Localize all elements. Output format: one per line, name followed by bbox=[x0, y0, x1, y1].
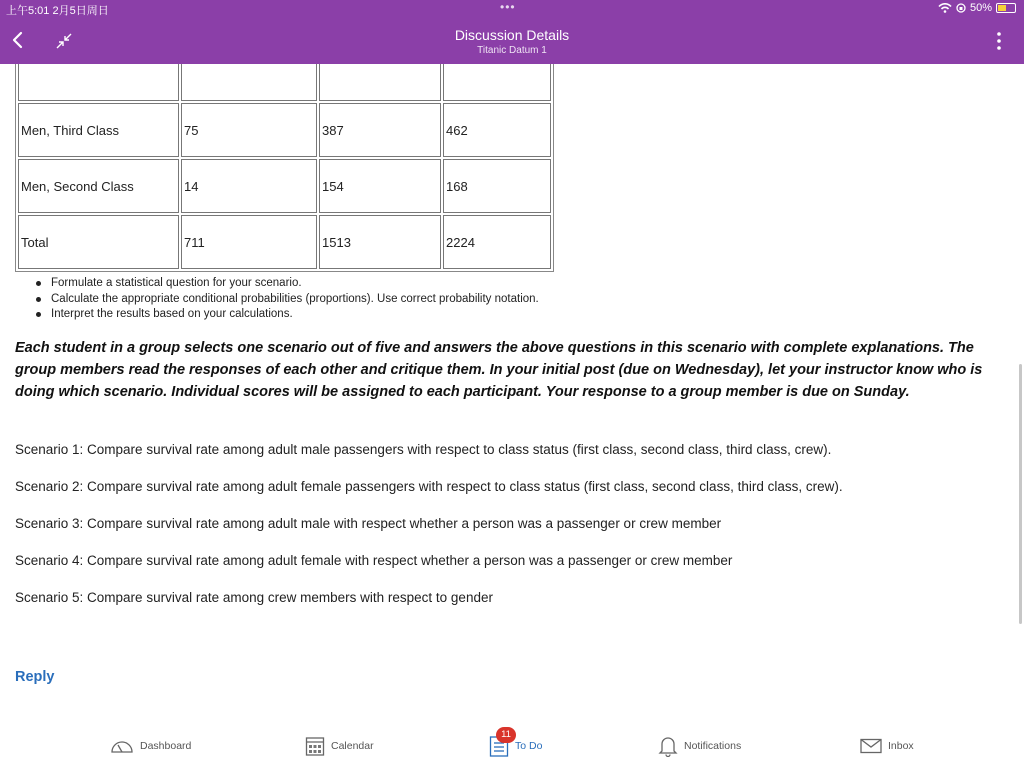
table-cell bbox=[181, 64, 317, 101]
tab-dashboard[interactable] bbox=[110, 734, 191, 758]
question-list bbox=[36, 276, 539, 323]
todo-count-badge: 11 bbox=[496, 727, 516, 743]
scenario-5: Scenario 5: Compare survival rate among crew members with respect to gender bbox=[15, 590, 493, 605]
scrollbar[interactable] bbox=[1019, 364, 1022, 624]
battery-fill bbox=[998, 5, 1006, 11]
table-cell: 2224 bbox=[443, 215, 551, 269]
reply-button[interactable]: Reply bbox=[15, 669, 55, 685]
table-cell: Men, Third Class bbox=[18, 103, 179, 157]
wifi-icon bbox=[938, 3, 952, 13]
table-cell: 168 bbox=[443, 159, 551, 213]
tab-notifications[interactable] bbox=[658, 734, 741, 758]
multitasking-dots[interactable]: ••• bbox=[500, 0, 516, 14]
table-cell: Men, Second Class bbox=[18, 159, 179, 213]
discussion-content[interactable] bbox=[0, 64, 1024, 724]
bell-icon bbox=[658, 735, 678, 757]
page-subtitle: Titanic Datum 1 bbox=[477, 45, 547, 56]
table-cell bbox=[319, 64, 441, 101]
table-cell: 711 bbox=[181, 215, 317, 269]
tab-label: Calendar bbox=[331, 740, 374, 752]
battery-icon bbox=[996, 3, 1016, 13]
scenario-2: Scenario 2: Compare survival rate among adult female passengers with respect to class status (first class, second class, third class, crew). bbox=[15, 479, 843, 494]
table-row bbox=[18, 64, 551, 101]
table-row bbox=[18, 215, 551, 269]
top-bar bbox=[0, 0, 1024, 64]
scenario-3: Scenario 3: Compare survival rate among adult male with respect whether a person was a passenger or crew member bbox=[15, 516, 722, 531]
list-item: Calculate the appropriate conditional probabilities (proportions). Use correct probability notation. bbox=[36, 292, 539, 308]
assignment-instructions: Each student in a group selects one scenario out of five and answers the above questions in this scenario with complete explanations. The group members read the responses of each other and critique them. In your initial post (due on Wednesday), let your instructor know who is doing which scenario. Individual scores will be assigned to each participant. Your response to a group member is due on Sunday. bbox=[15, 340, 983, 400]
status-time: 上午5:01 2月5日周日 bbox=[6, 5, 109, 17]
tab-todo[interactable] bbox=[489, 729, 543, 758]
scenario-4: Scenario 4: Compare survival rate among adult female with respect whether a person was a passenger or crew member bbox=[15, 553, 733, 568]
dashboard-icon bbox=[110, 738, 134, 754]
tab-inbox[interactable] bbox=[860, 734, 914, 758]
tab-label: Dashboard bbox=[140, 740, 192, 752]
scenario-1: Scenario 1: Compare survival rate among adult male passengers with respect to class status (first class, second class, third class, crew). bbox=[15, 442, 832, 457]
status-indicators bbox=[938, 2, 1016, 14]
table-row bbox=[18, 103, 551, 157]
table-cell: Total bbox=[18, 215, 179, 269]
table-cell: 75 bbox=[181, 103, 317, 157]
table-cell bbox=[18, 64, 179, 101]
battery-percent: 50% bbox=[969, 2, 992, 14]
calendar-icon bbox=[305, 735, 325, 757]
titanic-data-table bbox=[15, 64, 554, 272]
page-title: Discussion Details bbox=[454, 27, 570, 43]
more-vertical-icon[interactable] bbox=[996, 31, 1002, 51]
tab-label: Notifications bbox=[684, 740, 742, 752]
table-row bbox=[18, 159, 551, 213]
list-item: Interpret the results based on your calculations. bbox=[36, 307, 539, 323]
tab-label: Inbox bbox=[888, 740, 914, 752]
table-cell: 1513 bbox=[319, 215, 441, 269]
table-cell bbox=[443, 64, 551, 101]
todo-icon-wrapper bbox=[489, 729, 511, 757]
tab-calendar[interactable] bbox=[305, 734, 374, 758]
orientation-lock-icon bbox=[956, 3, 966, 13]
list-item: Formulate a statistical question for your scenario. bbox=[36, 276, 539, 292]
table-cell: 462 bbox=[443, 103, 551, 157]
table-cell: 154 bbox=[319, 159, 441, 213]
table-cell: 387 bbox=[319, 103, 441, 157]
tab-label: To Do bbox=[515, 740, 543, 752]
table-cell: 14 bbox=[181, 159, 317, 213]
bottom-tab-bar bbox=[0, 724, 1024, 768]
envelope-icon bbox=[860, 738, 882, 754]
